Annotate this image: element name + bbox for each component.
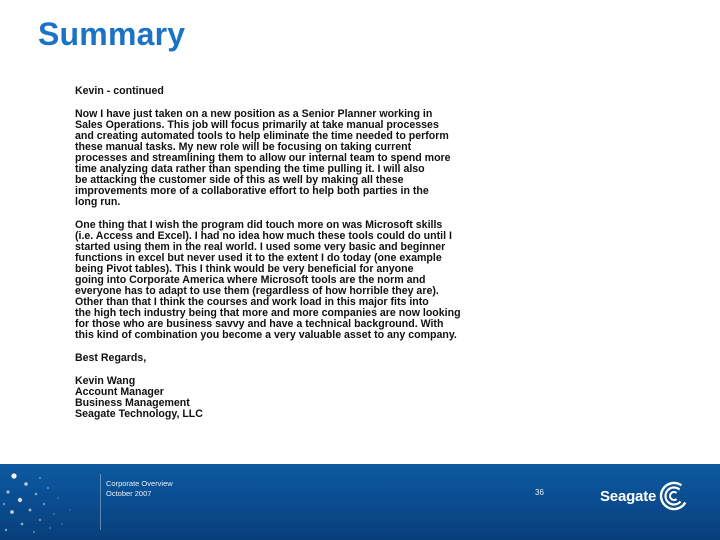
paragraph-1-line: Now I have just taken on a new position as a Senior Planner working in: [75, 108, 433, 120]
signature-block: [75, 376, 555, 420]
footer-info: [106, 479, 173, 499]
paragraph-1-line: time analyzing data rather than spending the time pulling it. I will also: [75, 163, 425, 175]
paragraph-1-line: and creating automated tools to help eliminate the time needed to perform: [75, 130, 449, 142]
paragraph-2-line: Other than that I think the courses and work load in this major fits into: [75, 296, 429, 308]
dot-pattern-decoration: [0, 464, 110, 540]
paragraph-2-line: this kind of combination you become a very valuable asset to any company.: [75, 329, 457, 341]
paragraph-1-line: be attacking the customer side of this as well by making all these: [75, 174, 404, 186]
paragraph-1-line: processes and streamlining them to allow our internal team to spend more: [75, 152, 451, 164]
paragraph-2-line: the high tech industry being that more and more companies are now looking: [75, 307, 461, 319]
paragraph-1-line: improvements more of a collaborative effort to help both parties in the: [75, 185, 429, 197]
paragraph-2-line: (i.e. Access and Excel). I had no idea how much these tools could do until I: [75, 230, 452, 242]
signature-name: Kevin Wang: [75, 375, 136, 387]
signature-department: Business Management: [75, 397, 190, 409]
logo-text: Seagate: [600, 487, 657, 505]
signature-company: Seagate Technology, LLC: [75, 408, 203, 420]
page-number: 36: [535, 488, 544, 497]
paragraph-1-line: Sales Operations. This job will focus primarily at take manual processes: [75, 119, 439, 131]
signature-role: Account Manager: [75, 386, 164, 398]
footer-line-2: October 2007: [106, 489, 152, 498]
footer-divider: [100, 474, 101, 530]
paragraph-1-line: these manual tasks. My new role will be focusing on taking current: [75, 141, 412, 153]
paragraph-2-line: One thing that I wish the program did touch more on was Microsoft skills: [75, 219, 443, 231]
paragraph-1: [75, 109, 555, 208]
slide-title: Summary: [38, 16, 186, 52]
seagate-logo: [600, 478, 689, 514]
paragraph-2-line: for those who are business savvy and have a technical background. With: [75, 318, 444, 330]
footer-line-1: Corporate Overview: [106, 479, 173, 488]
closing-line: Best Regards,: [75, 352, 147, 364]
paragraph-2-line: started using them in the real world. I used some very basic and beginner: [75, 241, 446, 253]
paragraph-1-line: long run.: [75, 196, 121, 208]
paragraph-2-line: functions in excel but never used it to the extent I do today (one example: [75, 252, 442, 264]
content-heading: Kevin - continued: [75, 85, 164, 97]
paragraph-2-line: going into Corporate America where Microsoft tools are the norm and: [75, 274, 426, 286]
body-content: [75, 86, 555, 420]
paragraph-2: [75, 220, 555, 341]
paragraph-2-line: being Pivot tables). This I think would be very beneficial for anyone: [75, 263, 414, 275]
paragraph-2-line: everyone has to adapt to use them (regardless of how horrible they are).: [75, 285, 439, 297]
seagate-swirl-icon: [659, 481, 689, 511]
